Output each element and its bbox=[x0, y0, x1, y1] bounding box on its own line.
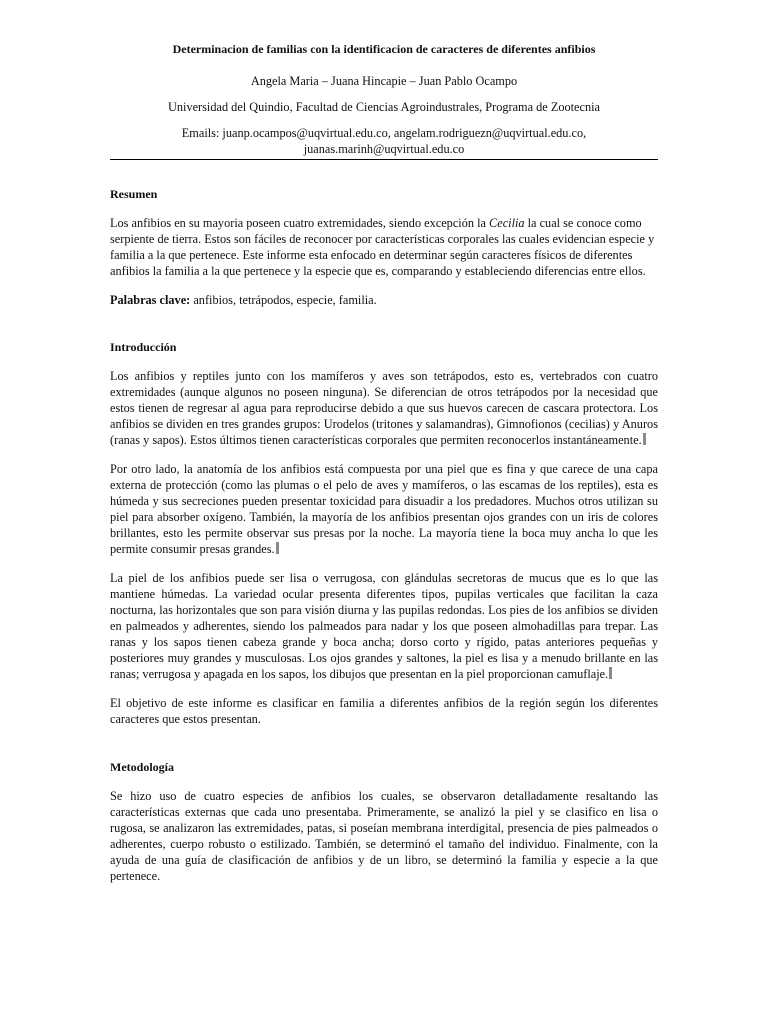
reference-marker bbox=[276, 542, 279, 554]
emails-line-1: Emails: juanp.ocampos@uqvirtual.edu.co, angelam.rodriguezn@uqvirtual.edu.co, bbox=[181, 126, 587, 140]
keywords-line bbox=[110, 292, 658, 308]
paper-title: Determinacion de familias con la identificacion de caracteres de diferentes anfibios bbox=[172, 42, 596, 56]
metodologia-heading: Metodología bbox=[110, 760, 174, 774]
resumen-heading: Resumen bbox=[110, 187, 158, 201]
intro-p3-text: La piel de los anfibios puede ser lisa o verrugosa, con glándulas secretoras de mucus que es lo que las mantiene húmedas. La variedad ocular presenta diferentes tipos, pupilas verticales que facilitan la caza nocturna, las horizontales que son para visión diurna y las pupilas redondas. Los pies de los anfibios se dividen en palmeados y adherentes, siendo los palmeados para nadar y los que poseen almohadillas para trepar. Las ranas y los sapos tienen cabeza grande y boca ancha; dorso corto y rígido, patas anteriores pequeñas y posteriores muy grandes y musculosas. Los ojos grandes y saltones, la piel es lisa y a menudo brillante en las ranas; verrugosa y apagada en los sapos, los dibujos que presentan en la piel proporcionan camuflaje. bbox=[110, 571, 658, 681]
resumen-paragraph bbox=[110, 215, 658, 279]
intro-paragraph-2 bbox=[110, 461, 658, 557]
header-divider bbox=[110, 159, 658, 160]
authors-line: Angela Maria – Juana Hincapie – Juan Pablo Ocampo bbox=[250, 74, 518, 88]
reference-marker bbox=[643, 433, 646, 445]
keywords-text: anfibios, tetrápodos, especie, familia. bbox=[193, 293, 377, 307]
intro-paragraph-3 bbox=[110, 570, 658, 682]
affiliation-line: Universidad del Quindio, Facultad de Ciencias Agroindustrales, Programa de Zootecnia bbox=[168, 100, 600, 114]
resumen-text-b: la cual se conoce como serpiente de tierra. Estos son fáciles de reconocer por características corporales las cuales evidencian especie y familia a la que pertenece. Este informe esta enfocado en determinar según caracteres físicos de diferentes anfibios la familia a la que pertenece y la especie que es, comparando y estableciendo diferencias entre ellos. bbox=[110, 216, 655, 278]
intro-paragraph-4: El objetivo de este informe es clasificar en familia a diferentes anfibios de la región según los diferentes caracteres que estos presentan. bbox=[110, 696, 658, 726]
keywords-label: Palabras clave: bbox=[110, 293, 191, 307]
resumen-text-a: Los anfibios en su mayoria poseen cuatro extremidades, siendo excepción la bbox=[110, 216, 490, 230]
emails-line-2: juanas.marinh@uqvirtual.edu.co bbox=[303, 142, 465, 156]
intro-p2-text: Por otro lado, la anatomía de los anfibios está compuesta por una piel que es fina y que carece de una capa externa de protección (como las plumas o el pelo de aves y mamíferos, o las escamas de los reptiles), esta es húmeda y sus secreciones pueden presentar toxicidad para disuadir a los predadores. Muchos otros utilizan su piel para absorber oxígeno. También, la mayoría de los anfibios presentan ojos grandes con un iris de colores brillantes, esto les permite observar sus presas por la noche. La mayoría tiene la boca muy ancha lo que les permite consumir presas grandes. bbox=[110, 462, 658, 556]
metodologia-paragraph-1: Se hizo uso de cuatro especies de anfibios los cuales, se observaron detalladamente resaltando las características externas que cada uno presentaba. Primeramente, se analizó la piel y se clasifico en lisa o rugosa, se analizaron las extremidades, patas, si poseían membrana interdigital, presencia de pies palmeados o adherentes, cuerpo robusto o estilizado. También, se determinó el tamaño del individuo. Finalmente, con la ayuda de una guía de clasificación de anfibios y de un libro, se determinó la familia y especie a la que pertenece. bbox=[110, 789, 658, 883]
introduccion-heading: Introducción bbox=[110, 340, 177, 354]
reference-marker bbox=[609, 667, 612, 679]
emails-block bbox=[110, 125, 658, 159]
intro-p1-text: Los anfibios y reptiles junto con los mamíferos y aves son tetrápodos, esto es, vertebrados con cuatro extremidades (aunque algunos no poseen ninguna). Se diferencian de otros tetrápodos por la necesidad que estos tienen de regresar al agua para reproducirse debido a que sus huevos carecen de cascara protectora. Los anfibios se dividen en tres grandes grupos: Urodelos (tritones y salamandras), Gimnofionos (cecilias) y Anuros (ranas y sapos). Estos últimos tienen características corporales que permiten reconocerlos instantáneamente. bbox=[110, 369, 658, 447]
intro-paragraph-1 bbox=[110, 368, 658, 448]
resumen-italic-term: Cecilia bbox=[489, 216, 525, 230]
